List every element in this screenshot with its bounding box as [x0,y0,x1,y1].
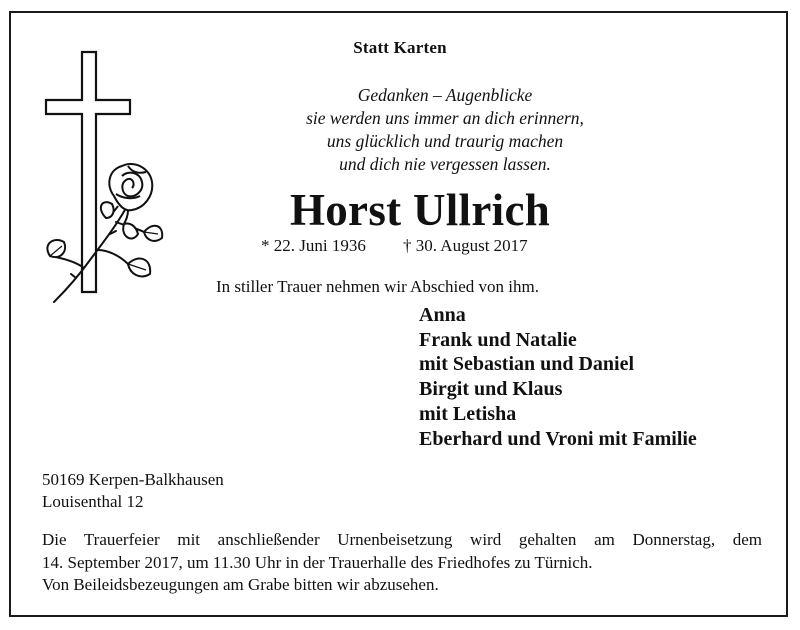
address-street: Louisenthal 12 [42,492,144,511]
family-member: mit Letisha [419,402,517,425]
memorial-poem [175,84,715,176]
poem-line: und dich nie vergessen lassen. [339,154,551,174]
cross-with-rose-icon [36,48,166,308]
notice-line: Von Beileidsbezeugungen am Grabe bitten wir abzusehen. [42,575,439,594]
death-date: † 30. August 2017 [403,236,528,255]
family-list [419,303,697,451]
address-city: 50169 Kerpen-Balkhausen [42,470,224,489]
poem-line: Gedanken – Augenblicke [357,85,533,105]
funeral-notice [42,529,762,597]
family-member: mit Sebastian und Daniel [419,353,635,376]
address-block [42,469,224,513]
poem-line: sie werden uns immer an dich erinnern, [306,108,584,128]
deceased-name: Horst Ullrich [289,185,551,235]
notice-line: 14. September 2017, um 11.30 Uhr in der Trauerhalle des Friedhofes zu Türnich. [42,552,593,572]
poem-line: uns glücklich und traurig machen [326,131,564,151]
birth-date: * 22. Juni 1936 [261,236,366,255]
notice-line: Die Trauerfeier mit anschließender Urnenbeisetzung wird gehalten am Donnerstag, dem [42,530,762,549]
mourning-line: In stiller Trauer nehmen wir Abschied von ihm. [216,277,539,296]
family-member: Birgit und Klaus [419,378,563,401]
family-member: Anna [419,304,466,326]
family-member: Eberhard und Vroni mit Familie [419,427,697,450]
family-member: Frank und Natalie [419,328,577,351]
header-title: Statt Karten [353,38,447,57]
